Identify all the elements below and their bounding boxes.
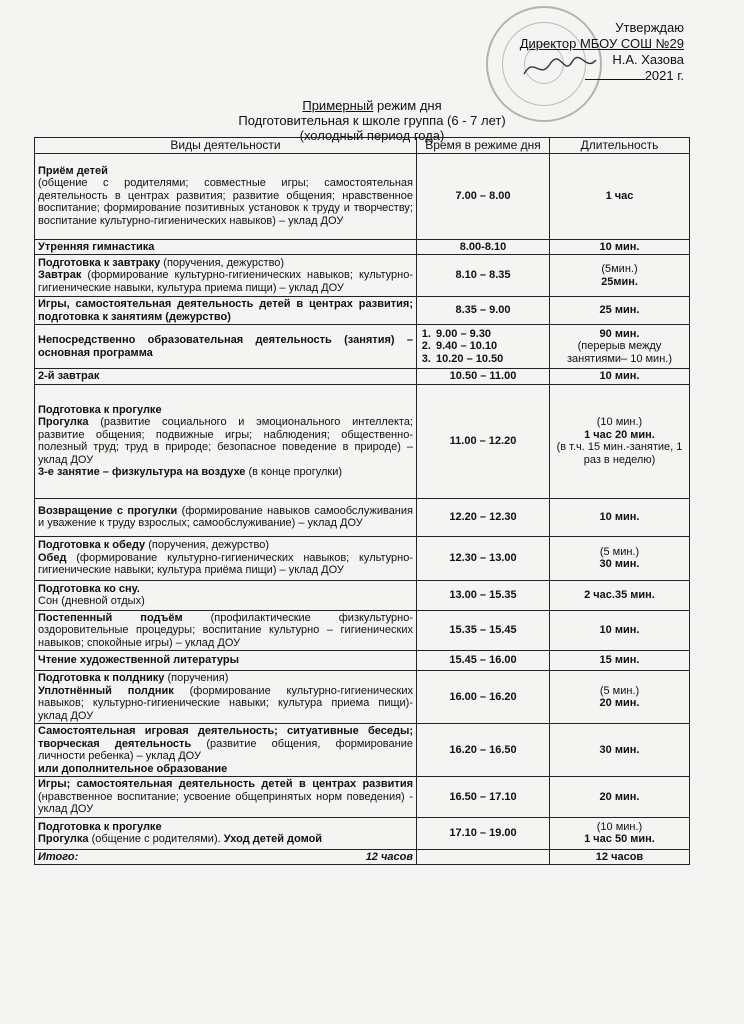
activity-cell: Чтение художественной литературы (35, 651, 417, 671)
time-cell: 12.20 – 12.30 (417, 498, 550, 536)
duration-cell: 25 мин. (550, 297, 690, 325)
time-cell: 8.35 – 9.00 (417, 297, 550, 325)
table-row (35, 325, 690, 369)
activity-cell: Подготовка к прогулке Прогулка (общение с родителями). Уход детей домой (35, 817, 417, 849)
table-row (35, 651, 690, 671)
schedule-table (34, 137, 690, 865)
duration-cell: 10 мин. (550, 369, 690, 385)
duration-cell: 30 мин. (550, 724, 690, 777)
duration-cell: 20 мин. (550, 777, 690, 818)
duration-cell: (5 мин.) 20 мин. (550, 671, 690, 724)
duration-cell: 2 час.35 мин. (550, 580, 690, 610)
time-cell: 17.10 – 19.00 (417, 817, 550, 849)
approval-date: 2021 г. (644, 68, 684, 83)
duration-cell: (10 мин.) 1 час 50 мин. (550, 817, 690, 849)
director-position: Директор МБОУ СОШ №29 (519, 36, 684, 51)
duration-cell: 15 мин. (550, 651, 690, 671)
time-cell: 8.00-8.10 (417, 239, 550, 255)
time-cell: 16.00 – 16.20 (417, 671, 550, 724)
time-cell: 16.20 – 16.50 (417, 724, 550, 777)
activity-cell: Подготовка к прогулке Прогулка (развитие социального и эмоционального интеллекта; развитие общения; подвижные игры; наблюдения; общественно-полезный труд; труд в природе; безопасное поведение в природе) – уклад ДОУ 3-е занятие – физкультура на воздухе (в конце прогулки) (35, 384, 417, 498)
time-cell: 15.45 – 16.00 (417, 651, 550, 671)
title-period: (холодный период года) (299, 128, 445, 143)
activity-cell: Игры; самостоятельная деятельность детей в центрах развития (нравственное воспитание; усвоение общепринятых норм поведения) - уклад ДОУ (35, 777, 417, 818)
duration-cell: 1 час (550, 153, 690, 239)
title-word-underlined: Примерный (302, 98, 374, 113)
title-group: Подготовительная к школе группа (6 - 7 лет) (238, 113, 506, 128)
time-cell: 11.00 – 12.20 (417, 384, 550, 498)
table-row (35, 239, 690, 255)
header-time: Время в режиме дня (417, 138, 550, 154)
activity-cell: Подготовка к завтраку (поручения, дежурство) Завтрак (формирование культурно-гигиенических навыков; культурно-гигиенические навыки, культура приема пищи) – уклад ДОУ (35, 255, 417, 297)
duration-cell: (5мин.) 25мин. (550, 255, 690, 297)
time-cell: 12.30 – 13.00 (417, 536, 550, 580)
time-cell: 13.00 – 15.35 (417, 580, 550, 610)
duration-cell: (5 мин.) 30 мин. (550, 536, 690, 580)
total-time: 12 часов (365, 850, 413, 863)
total-duration: 12 часов (550, 849, 690, 865)
duration-cell: 10 мин. (550, 610, 690, 651)
activity-cell: Игры, самостоятельная деятельность детей в центрах развития; подготовка к занятиям (дежурство) (35, 297, 417, 325)
activity-cell: Утренняя гимнастика (35, 239, 417, 255)
table-row (35, 369, 690, 385)
activity-cell: Непосредственно образовательная деятельность (занятия) – основная программа (35, 325, 417, 369)
header-activity: Виды деятельности (35, 138, 417, 154)
duration-cell: 90 мин. (перерыв между занятиями– 10 мин.) (550, 325, 690, 369)
activity-cell: 2-й завтрак (35, 369, 417, 385)
title-rest: режим дня (373, 98, 442, 113)
table-row (35, 777, 690, 818)
table-row (35, 580, 690, 610)
total-row (35, 849, 690, 865)
table-row (35, 498, 690, 536)
table-row (35, 153, 690, 239)
activity-cell: Приём детей (общение с родителями; совместные игры; самостоятельная деятельность в центрах развития; развитие общения; нравственное воспитание; формирование позитивных установок к труду и творчеству; воспитание культурно-гигиенических навыков) – уклад ДОУ (35, 153, 417, 239)
table-row (35, 724, 690, 777)
total-label: Итого: 12 часов (35, 849, 417, 865)
duration-cell: (10 мин.) 1 час 20 мин. (в т.ч. 15 мин.-занятие, 1 раз в неделю) (550, 384, 690, 498)
approve-label: Утверждаю (615, 20, 684, 35)
time-cell: 7.00 – 8.00 (417, 153, 550, 239)
table-row (35, 255, 690, 297)
table-row (35, 536, 690, 580)
time-cell: 1. 9.00 – 9.30 2. 9.40 – 10.10 3. 10.20 – 10.50 (417, 325, 550, 369)
time-cell: 15.35 – 15.45 (417, 610, 550, 651)
header-duration: Длительность (550, 138, 690, 154)
duration-cell: 10 мин. (550, 498, 690, 536)
activity-cell: Подготовка ко сну. Сон (дневной отдых) (35, 580, 417, 610)
activity-cell: Постепенный подъём (профилактические физкультурно-оздоровительные процедуры; воспитание культурно – гигиенических навыков; спокойные игры) – уклад ДОУ (35, 610, 417, 651)
time-cell: 8.10 – 8.35 (417, 255, 550, 297)
activity-cell: Подготовка к полднику (поручения) Уплотнённый полдник (формирование культурно-гигиенических навыков; культурно-гигиенические навыки; культура приема пищи)- уклад ДОУ (35, 671, 417, 724)
approval-block (520, 20, 684, 84)
activity-cell: Подготовка к обеду (поручения, дежурство) Обед (формирование культурно-гигиенических навыков; культурно-гигиенические навыки; культура приёма пищи) – уклад ДОУ (35, 536, 417, 580)
table-row (35, 817, 690, 849)
time-cell: 16.50 – 17.10 (417, 777, 550, 818)
duration-cell: 10 мин. (550, 239, 690, 255)
activity-cell: Самостоятельная игровая деятельность; ситуативные беседы; творческая деятельность (развитие общения, формирование личности ребенка) – уклад ДОУ или дополнительное образование (35, 724, 417, 777)
table-row (35, 671, 690, 724)
table-row (35, 384, 690, 498)
director-name: Н.А. Хазова (612, 52, 684, 67)
table-row (35, 297, 690, 325)
activity-cell: Возвращение с прогулки (формирование навыков самообслуживания и уважение к труду взрослых; самообслуживание) – уклад ДОУ (35, 498, 417, 536)
time-cell: 10.50 – 11.00 (417, 369, 550, 385)
table-row (35, 610, 690, 651)
